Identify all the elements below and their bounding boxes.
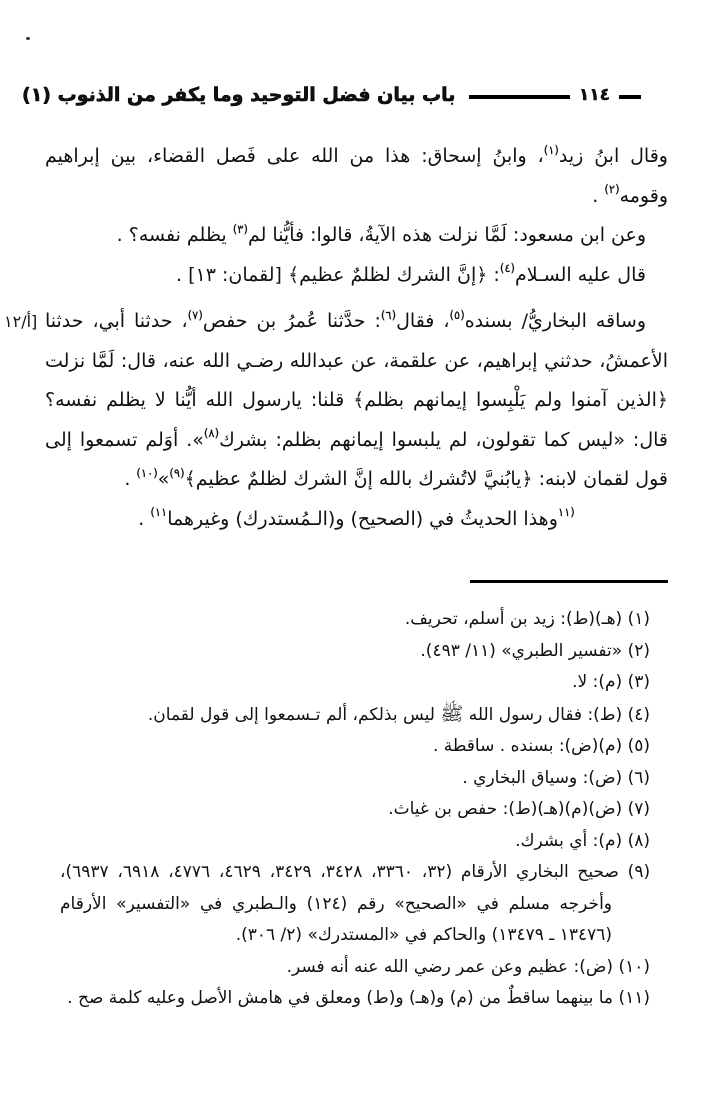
body-run: وهذا الحديثُ في (الصحيح) و(الـمُستدرك) وغيرهما bbox=[167, 507, 558, 530]
footnote-text: ما بينهما ساقطٌ من (م) و(هـ) و(ط) ومعلق في هامش الأصل وعليه كلمة صح . bbox=[67, 988, 614, 1008]
footnote-11 bbox=[60, 983, 650, 1015]
footnote-number: (٩) bbox=[627, 862, 651, 882]
footnote-number: (٦) bbox=[627, 767, 650, 788]
footnote-ref-8: (٨) bbox=[203, 426, 220, 441]
footnote-number: (٧) bbox=[627, 799, 650, 819]
footnote-number: (٣) bbox=[627, 672, 650, 692]
footnote-ref-4: (٤) bbox=[499, 261, 515, 276]
footnote-10 bbox=[60, 952, 650, 984]
footnote-number: (٥) bbox=[627, 736, 650, 756]
footnote-1 bbox=[60, 604, 650, 636]
paragraph-ibn-zayd bbox=[45, 137, 668, 216]
footnote-separator-rule bbox=[470, 580, 668, 583]
footnote-ref-9: (٩) bbox=[169, 465, 185, 480]
paragraph-ibn-masud bbox=[45, 216, 668, 256]
footnote-text: (م): أي بشرك. bbox=[515, 830, 623, 851]
header-right-dash bbox=[619, 95, 641, 99]
footnote-text: (ض): وسياق البخاري . bbox=[462, 767, 623, 788]
footnote-8 bbox=[60, 826, 650, 858]
paragraph-hadith-sources bbox=[45, 500, 668, 540]
body-run: وعن ابن مسعود: لَمَّا نزلت هذه الآيةُ، قالوا: فأيُّنا لم bbox=[247, 224, 646, 246]
footnote-text: «تفسير الطبري» (١١/ ٤٩٣). bbox=[420, 640, 623, 661]
footnote-text: (م)(ض): بسنده . ساقطة . bbox=[432, 736, 623, 756]
footnote-7 bbox=[60, 794, 650, 826]
footnote-text: (ض)(م)(هـ)(ط): حفص بن غياث. bbox=[388, 799, 623, 819]
body-run: ، وابنُ إسحاق: هذا من الله على فَصل القضاء، بين إبراهيم وقومه bbox=[45, 145, 668, 207]
footnote-text: ليس بذلكم، ألم تـسمعوا إلى قول لقمان. bbox=[147, 704, 441, 725]
footnote-6 bbox=[60, 763, 650, 795]
folio-margin-marker: [أ/١٢ bbox=[4, 312, 38, 331]
body-run: ، فقال bbox=[396, 310, 450, 332]
footnote-number: (١٠) bbox=[618, 956, 650, 977]
body-run: يظلم نفسه؟ . bbox=[116, 224, 233, 246]
footnote-ref-7: (٧) bbox=[187, 307, 203, 322]
paragraph-bukhari-isnad bbox=[45, 302, 668, 500]
body-text bbox=[45, 137, 668, 539]
footnote-text: صحيح البخاري الأرقام (٣٢، ٣٣٦٠، ٣٤٢٨، ٣٤٢٩، ٤٦٢٩، ٤٧٧٦، ٦٩١٨، ٦٩٣٧)، وأخرجه مسلم في «الصحيح» رقم (١٢٤) والـطبري في «التفسير» الأرقام (١٣٤٧٦ ـ ١٣٤٧٩) والحاكم في «المستدرك» (٢/ ٣٠٦). bbox=[60, 862, 619, 945]
header-rule bbox=[469, 95, 569, 99]
footnote-number: (٤) bbox=[627, 704, 650, 725]
body-run: ». أوَلم تسمعوا إلى قول لقمان لابنه: ﴿يابُنيَّ لاتُشرك بالله إنَّ الشرك لظلمٌ عظيم﴾ bbox=[45, 428, 668, 490]
page-number: ١١٤ bbox=[578, 85, 610, 105]
footnote-number: (١١) bbox=[618, 988, 650, 1008]
body-run: . bbox=[124, 468, 137, 490]
body-run: قال عليه السـلام bbox=[515, 263, 646, 286]
paragraph-verse-luqman bbox=[45, 256, 668, 296]
footnote-5 bbox=[60, 731, 650, 763]
footnote-number: (٨) bbox=[627, 830, 650, 851]
body-run: : حدَّثنا عُمرُ بن حفص bbox=[202, 310, 381, 332]
sallallahu-alayhi-wasallam-glyph: ﷺ bbox=[440, 702, 464, 725]
chapter-title: باب بيان فضل التوحيد وما يكفر من الذنوب (١) bbox=[22, 84, 456, 106]
body-run: وقال ابنُ زيد bbox=[558, 145, 668, 167]
footnote-4 bbox=[60, 699, 650, 732]
footnote-ref-1: (١) bbox=[543, 142, 559, 157]
footnote-ref-5: (٥) bbox=[449, 307, 465, 322]
footnote-ref-3: (٣) bbox=[232, 221, 248, 236]
body-run: . bbox=[138, 507, 151, 530]
footnote-number: (٢) bbox=[627, 640, 650, 661]
body-run: ، حدثنا أبي، حدثنا الأعمشُ، حدثني إبراهيم، عن علقمة، عن عبدالله رضـي الله عنه، قال: لَمَّا نزلت ﴿الذين آمنوا ولم يَلْبِسوا إيمانهم بظلم﴾ قلنا: يارسول الله أيُّنا لا يظلم نفسه؟ قال: «ليس كما تقولون، لم يلبسوا إيمانهم بظلم: بشرك bbox=[45, 310, 669, 451]
footnote-2 bbox=[60, 636, 650, 668]
footnote-text: (م): لا. bbox=[572, 672, 623, 692]
footnote-9 bbox=[60, 857, 650, 952]
footnote-ref-11-close: ١١) bbox=[150, 505, 168, 520]
footnote-ref-2: (٢) bbox=[604, 182, 620, 197]
footnote-number: (١) bbox=[627, 609, 650, 629]
footnote-ref-11-open: (١١ bbox=[557, 505, 575, 520]
page-header bbox=[22, 82, 641, 108]
footnote-3 bbox=[60, 667, 650, 699]
footnote-text: (ض): عظيم وعن عمر رضي الله عنه أنه فسر. bbox=[286, 956, 614, 977]
footnote-ref-6: (٦) bbox=[380, 307, 397, 322]
footnotes-block bbox=[60, 604, 650, 1015]
body-run: : ﴿إنَّ الشرك لظلمٌ عظيم﴾ [لقمان: ١٣] . bbox=[176, 263, 500, 286]
footnote-text: (هـ)(ط): زيد بن أسلم، تحريف. bbox=[404, 609, 623, 629]
footnote-text: (ط): فقال رسول الله bbox=[463, 704, 623, 725]
footnote-ref-10: (١٠) bbox=[136, 465, 158, 480]
body-run: . bbox=[592, 184, 605, 207]
body-run: » bbox=[157, 468, 170, 490]
body-run: وساقه البخاريُّ/ بسنده bbox=[464, 310, 647, 332]
scan-speck bbox=[26, 37, 30, 40]
